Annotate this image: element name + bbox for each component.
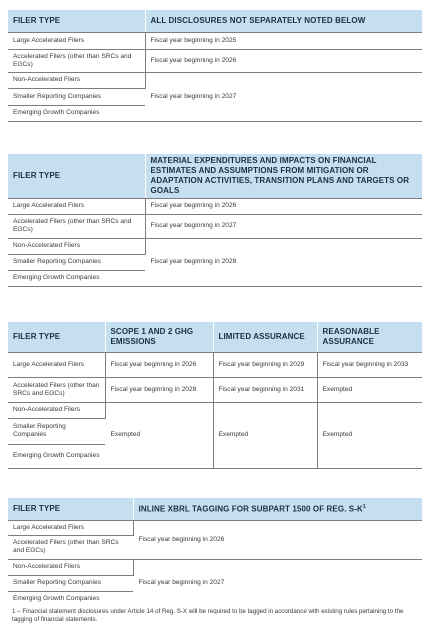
table-material-expenditures xyxy=(8,154,422,287)
filer-type-cell: Non-Accelerated Filers xyxy=(8,559,133,575)
date-cell: Exempted xyxy=(317,402,422,468)
header-scope-emissions: SCOPE 1 AND 2 GHG EMISSIONS xyxy=(105,322,213,352)
filer-type-cell: Emerging Growth Companies xyxy=(8,270,145,286)
filer-type-cell: Non-Accelerated Filers xyxy=(8,72,145,88)
header-xbrl-tagging xyxy=(133,498,422,520)
footnote: 1 – Financial statement disclosures under Article 14 of Reg. S-X will be required to be tagged in accordance with existing rules pertaining to the tagging of financial statements. xyxy=(12,608,404,623)
filer-type-cell: Smaller Reporting Companies xyxy=(8,575,133,591)
table-row xyxy=(8,352,422,377)
table-row xyxy=(8,214,422,238)
table-row xyxy=(8,198,422,214)
header-reasonable-assurance: REASONABLE ASSURANCE xyxy=(317,322,422,352)
table-row xyxy=(8,238,422,254)
date-cell: Exempted xyxy=(317,377,422,402)
filer-type-cell: Smaller Reporting Companies xyxy=(8,88,145,105)
date-cell: Fiscal year beginning in 2027 xyxy=(145,214,422,238)
date-cell: Fiscal year beginning in 2027 xyxy=(145,72,422,121)
header-filer-type: FILER TYPE xyxy=(8,154,145,198)
date-cell: Fiscal year beginning in 2033 xyxy=(317,352,422,377)
header-filer-type: FILER TYPE xyxy=(8,322,105,352)
date-cell: Fiscal year beginning in 2026 xyxy=(133,520,422,559)
date-cell: Fiscal year beginning in 2025 xyxy=(145,32,422,49)
table-xbrl-tagging xyxy=(8,498,422,607)
filer-type-cell: Accelerated Filers (other than SRCs and EGCs) xyxy=(8,535,133,559)
date-cell: Fiscal year beginning in 2027 xyxy=(138,579,225,587)
filer-type-cell: Emerging Growth Companies xyxy=(8,444,105,468)
filer-type-cell: Accelerated Filers (other than SRCs and EGCs) xyxy=(8,49,145,72)
date-cell: Exempted xyxy=(105,402,213,468)
date-cell: Fiscal year beginning in 2028 xyxy=(105,377,213,402)
filer-type-cell: Smaller Reporting Companies xyxy=(8,254,145,270)
date-cell: Exempted xyxy=(213,402,317,468)
table-row xyxy=(8,377,422,402)
table-row xyxy=(8,49,422,72)
date-cell: Fiscal year beginning in 2031 xyxy=(213,377,317,402)
filer-type-cell: Smaller Reporting Companies xyxy=(8,418,105,444)
table-row xyxy=(8,402,422,418)
filer-type-cell: Large Accelerated Filers xyxy=(8,352,105,377)
date-cell: Fiscal year beginning in 2028 xyxy=(145,238,422,286)
date-cell: Fiscal year beginning in 2026 xyxy=(145,198,422,214)
filer-type-cell: Large Accelerated Filers xyxy=(8,520,133,535)
table-row xyxy=(8,520,422,535)
footnote-marker: 1 xyxy=(362,504,366,511)
filer-type-cell: Accelerated Filers (other than SRCs and EGCs) xyxy=(8,377,105,402)
filer-type-cell: Emerging Growth Companies xyxy=(8,105,145,121)
date-cell: Fiscal year beginning in 2029 xyxy=(213,352,317,377)
table-ghg-emissions xyxy=(8,322,422,469)
date-cell: Fiscal year beginning in 2026 xyxy=(105,352,213,377)
table-row xyxy=(8,32,422,49)
header-filer-type: FILER TYPE xyxy=(8,498,133,520)
date-cell: Fiscal year beginning in 2026 xyxy=(145,49,422,72)
header-xbrl-label: INLINE XBRL TAGGING FOR SUBPART 1500 OF REG. S-K xyxy=(138,505,363,515)
header-material-expenditures: MATERIAL EXPENDITURES AND IMPACTS ON FINANCIAL ESTIMATES AND ASSUMPTIONS FROM MITIGATION OR ADAPTATION ACTIVITIES, TRANSITION PLANS AND TARGETS OR GOALS xyxy=(145,154,422,198)
header-filer-type: FILER TYPE xyxy=(8,10,145,32)
table-row xyxy=(8,559,422,575)
filer-type-cell: Emerging Growth Companies xyxy=(13,595,100,603)
table-row xyxy=(8,72,422,88)
filer-type-cell: Large Accelerated Filers xyxy=(8,198,145,214)
filer-type-cell: Accelerated Filers (other than SRCs and EGCs) xyxy=(8,214,145,238)
header-all-disclosures: ALL DISCLOSURES NOT SEPARATELY NOTED BELOW xyxy=(145,10,422,32)
table-all-disclosures xyxy=(8,10,422,122)
filer-type-cell: Large Accelerated Filers xyxy=(8,32,145,49)
filer-type-cell: Non-Accelerated Filers xyxy=(8,402,105,418)
header-limited-assurance: LIMITED ASSURANCE xyxy=(213,322,317,352)
filer-type-cell: Non-Accelerated Filers xyxy=(8,238,145,254)
